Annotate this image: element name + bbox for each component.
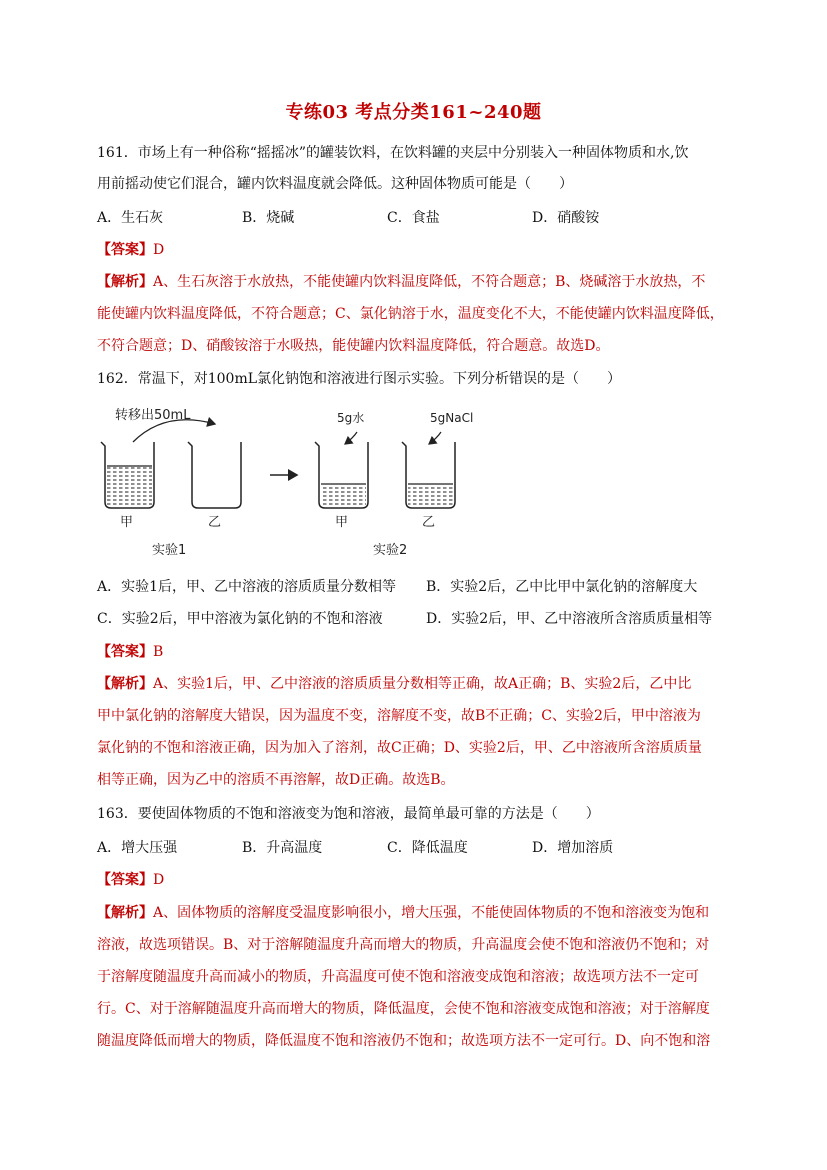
q162-analysis-line-3: 氯化钠的不饱和溶液正确，因为加入了溶剂，故C正确；D、实验2后，甲、乙中溶液所含溶质质量 [97, 740, 702, 756]
experiment-figure [95, 398, 495, 563]
q163-analysis-line-3: 于溶解度随温度升高而减小的物质，升高温度可使不饱和溶液变成饱和溶液；故选项方法不一定可 [97, 969, 699, 985]
q163-option-d: D．增加溶质 [532, 840, 614, 856]
beaker-jia-1 [101, 442, 154, 508]
q161-stem-line-1: 161．市场上有一种俗称“摇摇冰”的罐装饮料，在饮料罐的夹层中分别装入一种固体物质和水,饮 [97, 145, 689, 161]
experiment-2-label: 实验2 [373, 543, 408, 558]
analysis-text: A、生石灰溶于水放热，不能使罐内饮料温度降低，不符合题意；B、烧碱溶于水放热，不 [153, 274, 706, 290]
analysis-tag: 【解析】 [97, 905, 153, 921]
answer-value: D [153, 872, 165, 888]
q162-stem: 162．常温下，对100mL氯化钠饱和溶液进行图示实验。下列分析错误的是（ ） [97, 371, 622, 387]
answer-value: D [153, 242, 165, 258]
solution-fill [107, 466, 152, 506]
q163-analysis-line-2: 溶液，故选项错误。B、对于溶解随温度升高而增大的物质，升高温度会使不饱和溶液仍不饱和；对 [97, 937, 710, 953]
q163-option-c: C．降低温度 [387, 840, 468, 856]
q163-option-a: A．增大压强 [97, 840, 178, 856]
beaker-label-yi-2: 乙 [422, 515, 436, 530]
q161-option-c: C．食盐 [387, 210, 440, 226]
q161-option-d: D．硝酸铵 [532, 210, 600, 226]
q161-option-a: A．生石灰 [97, 210, 164, 226]
q162-option-b: B．实验2后，乙中比甲中氯化钠的溶解度大 [426, 579, 698, 595]
q163-analysis-line-5: 随温度降低而增大的物质，降低温度不饱和溶液仍不饱和；故选项方法不一定可行。D、向不饱和溶 [97, 1033, 711, 1049]
q162-analysis-line-1 [97, 674, 733, 694]
water-arrow [345, 432, 357, 444]
transfer-arrow [133, 420, 215, 442]
q162-option-d: D．实验2后，甲、乙中溶液所含溶质质量相等 [426, 611, 713, 627]
q161-option-b: B．烧碱 [242, 210, 295, 226]
q162-analysis-line-2: 甲中氯化钠的溶解度大错误，因为温度不变，溶解度不变，故B不正确；C、实验2后，甲中溶液为 [97, 708, 701, 724]
nacl-arrow [429, 432, 441, 444]
q161-analysis-line-1 [97, 272, 733, 292]
q163-analysis-line-4: 行。C、对于溶解随温度升高而增大的物质，降低温度，会使不饱和溶液变成饱和溶液；对于溶解度 [97, 1001, 710, 1017]
analysis-tag: 【解析】 [97, 274, 153, 290]
transfer-label: 转移出50mL [115, 408, 191, 423]
q161-stem-line-2: 用前摇动使它们混合，罐内饮料温度就会降低。这种固体物质可能是（ ） [97, 176, 573, 192]
q163-answer [97, 870, 733, 890]
q161-analysis-line-3: 不符合题意；D、硝酸铵溶于水吸热，能使罐内饮料温度降低，符合题意。故选D。 [97, 338, 610, 354]
q161-analysis-line-2: 能使罐内饮料温度降低，不符合题意；C、氯化钠溶于水，温度变化不大，不能使罐内饮料温度降低， [97, 306, 724, 322]
q162-analysis-line-4: 相等正确，因为乙中的溶质不再溶解，故D正确。故选B。 [97, 772, 455, 788]
beaker-jia-2 [315, 442, 368, 508]
answer-value: B [153, 644, 164, 660]
beaker-label-jia-1: 甲 [120, 515, 134, 530]
q161-answer [97, 240, 733, 260]
beaker-yi-1 [188, 442, 241, 508]
solution-fill [321, 484, 366, 506]
experiment-1-label: 实验1 [152, 543, 187, 558]
q162-answer [97, 642, 733, 662]
page-title: 专练03 考点分类161~240题 [285, 102, 542, 123]
q163-analysis-line-1 [97, 903, 733, 923]
beaker-yi-2 [402, 442, 455, 508]
q162-option-a: A．实验1后，甲、乙中溶液的溶质质量分数相等 [97, 579, 397, 595]
q163-stem: 163．要使固体物质的不饱和溶液变为饱和溶液，最简单最可靠的方法是（ ） [97, 806, 600, 822]
beaker-label-jia-2: 甲 [335, 515, 349, 530]
q163-option-b: B．升高温度 [242, 840, 323, 856]
analysis-text: A、固体物质的溶解度受温度影响很小，增大压强，不能使固体物质的不饱和溶液变为饱和 [153, 905, 710, 921]
answer-tag: 【答案】 [97, 872, 153, 888]
answer-tag: 【答案】 [97, 644, 153, 660]
q162-option-c: C．实验2后，甲中溶液为氯化钠的不饱和溶液 [97, 611, 383, 627]
water-label: 5g水 [337, 411, 365, 425]
answer-tag: 【答案】 [97, 242, 153, 258]
nacl-label: 5gNaCl [430, 411, 474, 425]
solution-fill [408, 484, 453, 506]
analysis-tag: 【解析】 [97, 676, 153, 692]
analysis-text: A、实验1后，甲、乙中溶液的溶质质量分数相等正确，故A正确；B、实验2后，乙中比 [153, 676, 692, 692]
beaker-label-yi-1: 乙 [208, 515, 222, 530]
